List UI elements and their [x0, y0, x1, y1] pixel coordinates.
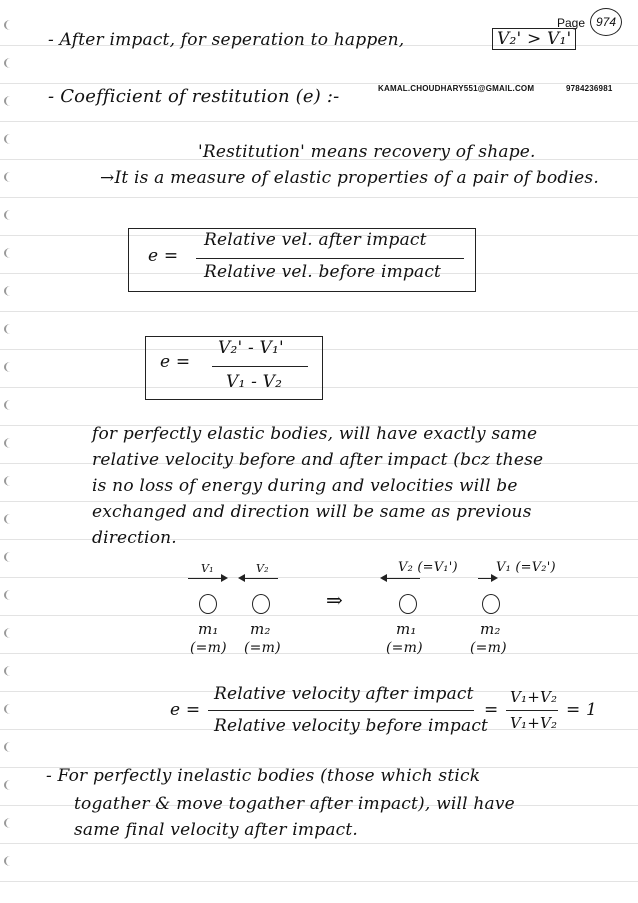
- binder-hole: [4, 286, 16, 296]
- binder-hole: [4, 628, 16, 638]
- mass-label: m₂: [480, 620, 501, 638]
- binder-hole: [4, 20, 16, 30]
- binder-hole: [4, 666, 16, 676]
- condition-box: V₂' > V₁': [492, 28, 576, 50]
- mass-eq-label: (=m): [244, 640, 281, 656]
- binder-hole: [4, 58, 16, 68]
- definition-line-1: 'Restitution' means recovery of shape.: [198, 142, 536, 162]
- author-email: KAMAL.CHOUDHARY551@GMAIL.COM: [378, 84, 535, 93]
- binder-hole: [4, 324, 16, 334]
- line-after-impact: - After impact, for seperation to happen,: [48, 30, 405, 50]
- formula1-denominator: Relative vel. before impact: [204, 262, 442, 282]
- velocity-label: V₁ (=V₂'): [496, 560, 556, 575]
- formula3-den2: V₁+V₂: [510, 714, 558, 732]
- formula2-lhs: e =: [160, 352, 191, 372]
- paragraph-line-4: exchanged and direction will be same as previous: [92, 502, 532, 522]
- formula1-numerator: Relative vel. after impact: [204, 230, 427, 250]
- right-arrow-icon: [188, 578, 226, 579]
- formula2-numerator: V₂' - V₁': [218, 338, 284, 358]
- formula3-fraction-bar: [208, 710, 474, 711]
- definition-line-2: →It is a measure of elastic properties of a pair of bodies.: [100, 168, 599, 188]
- binder-hole: [4, 400, 16, 410]
- ball-icon: [199, 594, 217, 614]
- paragraph-line-5: direction.: [92, 528, 177, 548]
- mass-eq-label: (=m): [190, 640, 227, 656]
- binder-hole: [4, 134, 16, 144]
- formula1-lhs: e =: [148, 246, 179, 266]
- formula3-num2: V₁+V₂: [510, 688, 558, 706]
- formula3-denominator: Relative velocity before impact: [214, 716, 489, 736]
- right-arrow-icon: [478, 578, 496, 579]
- binder-hole: [4, 362, 16, 372]
- binder-hole: [4, 476, 16, 486]
- closing-line-3: same final velocity after impact.: [74, 820, 359, 840]
- binder-hole: [4, 856, 16, 866]
- formula3-numerator: Relative velocity after impact: [214, 684, 474, 704]
- binder-hole: [4, 818, 16, 828]
- formula2-denominator: V₁ - V₂: [226, 372, 283, 392]
- binder-hole: [4, 514, 16, 524]
- left-arrow-icon: [382, 578, 420, 579]
- binder-hole: [4, 96, 16, 106]
- heading-coefficient: - Coefficient of restitution (e) :-: [48, 86, 340, 107]
- formula3-fraction-bar-2: [506, 710, 558, 711]
- ball-icon: [482, 594, 500, 614]
- binder-hole: [4, 172, 16, 182]
- paragraph-line-1: for perfectly elastic bodies, will have exactly same: [92, 424, 538, 444]
- binder-hole: [4, 210, 16, 220]
- ball-icon: [399, 594, 417, 614]
- implies-arrow-icon: ⇒: [326, 588, 343, 612]
- mass-eq-label: (=m): [386, 640, 423, 656]
- binder-hole: [4, 248, 16, 258]
- binder-hole: [4, 704, 16, 714]
- binder-hole: [4, 780, 16, 790]
- formula3-equals: =: [484, 700, 499, 720]
- mass-label: m₁: [396, 620, 417, 638]
- formula3-lhs: e =: [170, 700, 201, 720]
- closing-line-1: - For perfectly inelastic bodies (those which stick: [46, 766, 481, 786]
- mass-label: m₂: [250, 620, 271, 638]
- formula1-fraction-bar: [196, 258, 464, 259]
- velocity-label: V₁: [201, 562, 214, 575]
- binder-margin: [0, 0, 22, 903]
- paragraph-line-3: is no loss of energy during and velocities will be: [92, 476, 518, 496]
- velocity-label: V₂ (=V₁'): [398, 560, 458, 575]
- ball-icon: [252, 594, 270, 614]
- velocity-label: V₂: [256, 562, 269, 575]
- mass-eq-label: (=m): [470, 640, 507, 656]
- paragraph-line-2: relative velocity before and after impact (bcz these: [92, 450, 544, 470]
- formula3-result: = 1: [566, 700, 598, 720]
- binder-hole: [4, 742, 16, 752]
- mass-label: m₁: [198, 620, 219, 638]
- page-label: Page: [557, 16, 586, 30]
- closing-line-2: togather & move togather after impact), will have: [74, 794, 515, 814]
- left-arrow-icon: [240, 578, 278, 579]
- binder-hole: [4, 590, 16, 600]
- author-phone: 9784236981: [566, 84, 613, 93]
- binder-hole: [4, 438, 16, 448]
- page-number: 974: [590, 8, 622, 36]
- formula2-fraction-bar: [212, 366, 308, 367]
- binder-hole: [4, 552, 16, 562]
